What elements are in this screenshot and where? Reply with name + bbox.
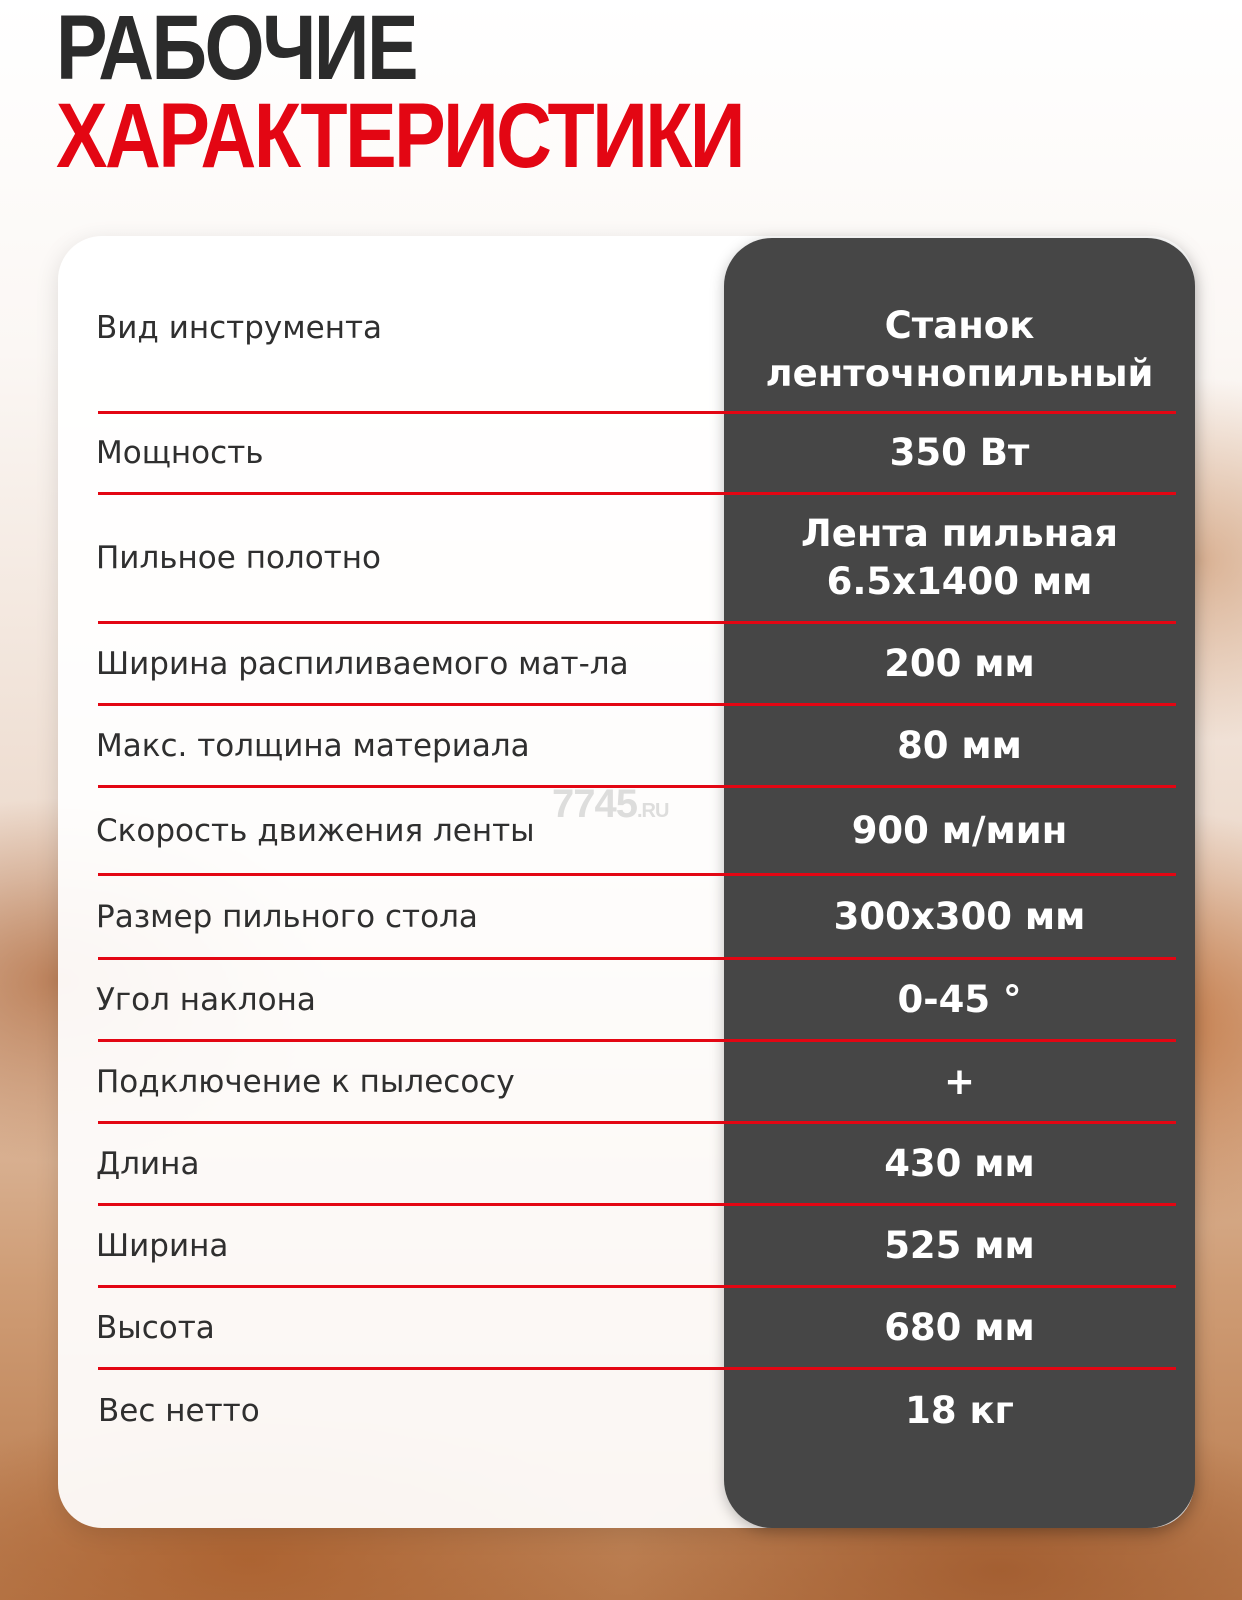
title-line-2: ХАРАКТЕРИСТИКИ <box>56 85 743 187</box>
spec-row <box>0 1206 1242 1286</box>
spec-label: Ширина распиливаемого мат-ла <box>96 646 629 682</box>
spec-label: Размер пильного стола <box>96 899 478 935</box>
spec-value: 900 м/мин <box>851 808 1068 852</box>
spec-label: Пильное полотно <box>96 540 382 576</box>
spec-row <box>0 1288 1242 1368</box>
spec-label: Вес нетто <box>98 1393 260 1429</box>
spec-value: Станок ленточнопильный <box>765 303 1154 395</box>
spec-value: 300x300 мм <box>833 894 1086 938</box>
spec-label: Макс. толщина материала <box>96 728 530 764</box>
spec-value: 525 мм <box>884 1223 1035 1267</box>
spec-value: 350 Вт <box>889 430 1030 474</box>
spec-row <box>0 1042 1242 1122</box>
watermark <box>552 782 668 827</box>
spec-row <box>0 495 1242 621</box>
spec-label: Высота <box>96 1310 215 1346</box>
spec-row <box>0 288 1242 412</box>
spec-value: Лента пильная 6.5x1400 мм <box>801 511 1118 603</box>
spec-value: + <box>943 1059 975 1103</box>
spec-label: Вид инструмента <box>96 310 383 346</box>
spec-row <box>0 876 1242 958</box>
spec-value: 200 мм <box>884 641 1035 685</box>
spec-value: 18 кг <box>905 1388 1014 1432</box>
spec-label: Ширина <box>96 1228 229 1264</box>
spec-row <box>0 414 1242 492</box>
spec-row <box>0 960 1242 1040</box>
spec-value: 430 мм <box>884 1141 1035 1185</box>
spec-row <box>0 706 1242 786</box>
spec-label: Подключение к пылесосу <box>96 1064 515 1100</box>
spec-label: Угол наклона <box>96 982 316 1018</box>
watermark-main: 7745 <box>552 782 637 826</box>
spec-row <box>0 1370 1242 1452</box>
spec-value: 0-45 ° <box>897 977 1022 1021</box>
spec-row <box>0 1124 1242 1204</box>
spec-row <box>0 624 1242 704</box>
spec-label: Мощность <box>96 435 264 471</box>
spec-label: Скорость движения ленты <box>96 813 535 849</box>
spec-value: 680 мм <box>884 1305 1035 1349</box>
spec-label: Длина <box>96 1146 200 1182</box>
title-line-1: РАБОЧИЕ <box>56 0 416 99</box>
spec-value: 80 мм <box>897 723 1022 767</box>
watermark-suffix: .RU <box>636 800 669 822</box>
